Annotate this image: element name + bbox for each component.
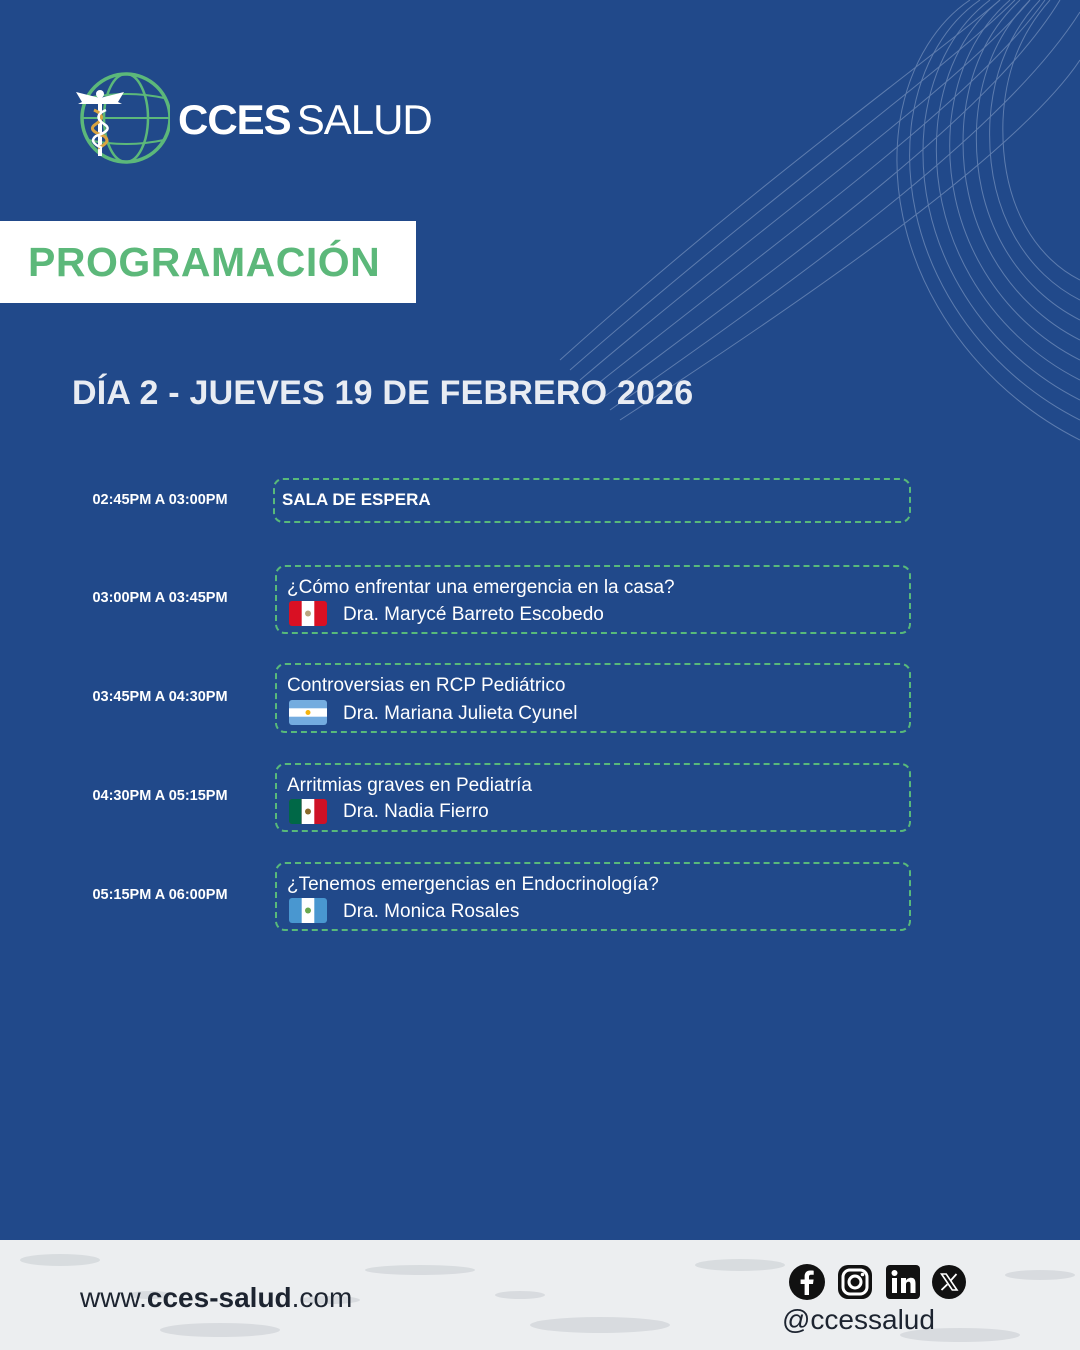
instagram-icon[interactable] [835, 1262, 875, 1302]
session-title: Controversias en RCP Pediátrico [287, 675, 566, 696]
session-time: 03:45PM A 04:30PM [92, 689, 228, 705]
url-prefix: www. [80, 1282, 147, 1313]
brand-name-bold: CCES [178, 96, 291, 143]
social-handle[interactable]: @ccessalud [782, 1304, 935, 1335]
session-title: ¿Cómo enfrentar una emergencia en la casa? [287, 577, 675, 598]
footer [0, 1240, 1080, 1350]
session-title: ¿Tenemos emergencias en Endocrinología? [287, 874, 659, 895]
section-banner [0, 221, 416, 303]
url-suffix: .com [291, 1282, 353, 1313]
session-speaker: Dra. Mariana Julieta Cyunel [343, 703, 578, 724]
session-speaker: Dra. Monica Rosales [343, 901, 520, 922]
section-label: PROGRAMACIÓN [28, 238, 381, 285]
facebook-icon[interactable] [787, 1262, 827, 1302]
website-link[interactable] [80, 1282, 352, 1314]
session-card [275, 565, 911, 634]
linkedin-icon[interactable] [883, 1262, 923, 1302]
day-title: DÍA 2 - JUEVES 19 DE FEBRERO 2026 [72, 374, 694, 412]
brand-name-light: SALUD [296, 96, 432, 143]
social-icons [787, 1262, 975, 1302]
peru-flag-icon [289, 601, 327, 626]
session-speaker: Dra. Marycé Barreto Escobedo [343, 604, 604, 625]
session-time: 04:30PM A 05:15PM [92, 788, 228, 804]
mexico-flag-icon [289, 799, 327, 824]
session-time: 05:15PM A 06:00PM [92, 887, 228, 903]
session-speaker: Dra. Nadia Fierro [343, 801, 489, 822]
session-card [275, 862, 911, 931]
caduceus-globe-icon [74, 70, 170, 170]
session-time: 03:00PM A 03:45PM [92, 590, 228, 606]
url-domain: cces-salud [146, 1282, 292, 1313]
session-card [273, 478, 911, 523]
guatemala-flag-icon [289, 898, 327, 923]
argentina-flag-icon [289, 700, 327, 725]
session-card [275, 763, 911, 832]
brand-wordmark [178, 96, 432, 143]
session-time: 02:45PM A 03:00PM [92, 492, 228, 508]
session-card [275, 663, 911, 733]
session-title: Arritmias graves en Pediatría [287, 775, 532, 796]
session-title: SALA DE ESPERA [282, 490, 431, 509]
x-icon[interactable] [931, 1264, 967, 1300]
brand-logo [74, 70, 432, 170]
